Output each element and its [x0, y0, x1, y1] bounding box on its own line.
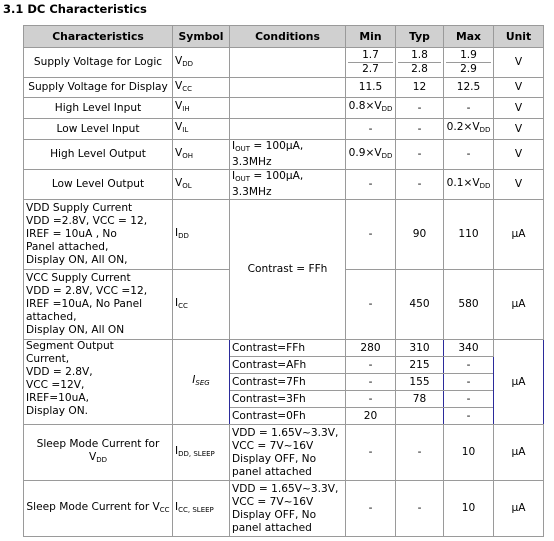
row-symbol: $V_{OH}$ — [173, 140, 230, 170]
row-max: - — [444, 98, 494, 119]
row-max: 10 — [444, 481, 494, 537]
row-unit: V — [494, 78, 544, 98]
dc-characteristics-table — [23, 25, 544, 537]
row-symbol: $V_{CC}$ — [173, 78, 230, 98]
row-conditions: Contrast=0Fh — [230, 408, 346, 425]
row-typ: - — [396, 140, 444, 170]
row-unit: μA — [494, 270, 544, 340]
row-symbol: $I_{CC}$ — [173, 270, 230, 340]
table-row — [24, 481, 544, 537]
row-symbol: $I_{CC, SLEEP}$ — [173, 481, 230, 537]
row-min: 20 — [346, 408, 396, 425]
row-name: Supply Voltage for Logic — [24, 48, 173, 78]
row-conditions: VDD = 1.65V~3.3V, VCC = 7V~16V Display OFF, No panel attached — [230, 425, 346, 481]
row-typ: 1.8 2.8 — [396, 48, 444, 78]
row-typ: - — [396, 170, 444, 200]
row-unit: V — [494, 98, 544, 119]
row-unit: V — [494, 119, 544, 140]
row-min: 1.7 2.7 — [346, 48, 396, 78]
row-min: - — [346, 119, 396, 140]
row-min: - — [346, 170, 396, 200]
row-typ: 155 — [396, 374, 444, 391]
row-symbol: $I_{DD}$ — [173, 200, 230, 270]
table-row — [24, 170, 544, 200]
row-unit: V — [494, 48, 544, 78]
row-typ — [396, 408, 444, 425]
row-conditions: $I_{OUT} = 100\mu A$, 3.3MHz — [230, 170, 346, 200]
row-min: - — [346, 481, 396, 537]
row-min: - — [346, 357, 396, 374]
table-row — [24, 340, 544, 357]
row-name: VDD Supply Current VDD =2.8V, VCC = 12, IREF = 10uA , No Panel attached, Display ON, All ON, — [24, 200, 173, 270]
row-max: $0.1\times V_{DD}$ — [444, 170, 494, 200]
row-symbol: $I_{SEG}$ — [173, 340, 230, 425]
header-typ: Typ — [396, 26, 444, 48]
header-unit: Unit — [494, 26, 544, 48]
table-row — [24, 425, 544, 481]
row-typ: 90 — [396, 200, 444, 270]
row-max: - — [444, 357, 494, 374]
header-conditions: Conditions — [230, 26, 346, 48]
section-title: 3.1 DC Characteristics — [3, 2, 147, 16]
row-max: 580 — [444, 270, 494, 340]
row-unit: μA — [494, 481, 544, 537]
row-symbol: $V_{IL}$ — [173, 119, 230, 140]
row-conditions: VDD = 1.65V~3.3V, VCC = 7V~16V Display OFF, No panel attached — [230, 481, 346, 537]
row-min: - — [346, 270, 396, 340]
header-row — [24, 26, 544, 48]
row-min: - — [346, 425, 396, 481]
row-symbol: $V_{IH}$ — [173, 98, 230, 119]
row-max: 1.9 2.9 — [444, 48, 494, 78]
row-min: - — [346, 200, 396, 270]
row-min: 11.5 — [346, 78, 396, 98]
table-row — [24, 119, 544, 140]
row-typ: 450 — [396, 270, 444, 340]
row-symbol: $I_{DD, SLEEP}$ — [173, 425, 230, 481]
row-unit: V — [494, 140, 544, 170]
header-characteristics: Characteristics — [24, 26, 173, 48]
row-max: 10 — [444, 425, 494, 481]
row-max: - — [444, 140, 494, 170]
row-unit: μA — [494, 425, 544, 481]
row-conditions: Contrast=AFh — [230, 357, 346, 374]
row-conditions: Contrast=7Fh — [230, 374, 346, 391]
row-typ: - — [396, 481, 444, 537]
header-min: Min — [346, 26, 396, 48]
row-conditions: Contrast=FFh — [230, 340, 346, 357]
row-max: - — [444, 408, 494, 425]
row-conditions — [230, 48, 346, 78]
row-typ: - — [396, 119, 444, 140]
row-unit: V — [494, 170, 544, 200]
row-typ: 78 — [396, 391, 444, 408]
row-min: - — [346, 391, 396, 408]
row-min: $0.9\times V_{DD}$ — [346, 140, 396, 170]
table-row — [24, 140, 544, 170]
row-conditions — [230, 98, 346, 119]
row-min: - — [346, 374, 396, 391]
table-row — [24, 98, 544, 119]
row-symbol: $V_{OL}$ — [173, 170, 230, 200]
table-row — [24, 48, 544, 78]
row-name: VCC Supply Current VDD = 2.8V, VCC =12, IREF =10uA, No Panel attached, Display ON, All ON — [24, 270, 173, 340]
row-max: $0.2\times V_{DD}$ — [444, 119, 494, 140]
contrast-condition: Contrast = FFh — [230, 200, 346, 340]
row-max: 12.5 — [444, 78, 494, 98]
row-conditions: Contrast=3Fh — [230, 391, 346, 408]
row-name: High Level Input — [24, 98, 173, 119]
table-row — [24, 200, 544, 270]
row-typ: 310 — [396, 340, 444, 357]
row-typ: 12 — [396, 78, 444, 98]
row-name: High Level Output — [24, 140, 173, 170]
row-max: - — [444, 374, 494, 391]
row-symbol: $V_{DD}$ — [173, 48, 230, 78]
row-unit: μA — [494, 340, 544, 425]
row-typ: - — [396, 425, 444, 481]
row-name: Sleep Mode Current for $V_{CC}$ — [24, 481, 173, 537]
row-name: Segment Output Current, VDD = 2.8V, VCC =12V, IREF=10uA, Display ON. — [24, 340, 173, 425]
row-name: Sleep Mode Current for $V_{DD}$ — [24, 425, 173, 481]
row-conditions — [230, 119, 346, 140]
row-max: 340 — [444, 340, 494, 357]
row-max: 110 — [444, 200, 494, 270]
row-conditions: $I_{OUT} = 100\mu A$, 3.3MHz — [230, 140, 346, 170]
header-symbol: Symbol — [173, 26, 230, 48]
row-name: Low Level Output — [24, 170, 173, 200]
table-row — [24, 78, 544, 98]
row-name: Low Level Input — [24, 119, 173, 140]
row-name: Supply Voltage for Display — [24, 78, 173, 98]
header-max: Max — [444, 26, 494, 48]
row-min: $0.8\times V_{DD}$ — [346, 98, 396, 119]
row-conditions — [230, 78, 346, 98]
row-typ: - — [396, 98, 444, 119]
row-max: - — [444, 391, 494, 408]
row-unit: μA — [494, 200, 544, 270]
row-typ: 215 — [396, 357, 444, 374]
row-min: 280 — [346, 340, 396, 357]
